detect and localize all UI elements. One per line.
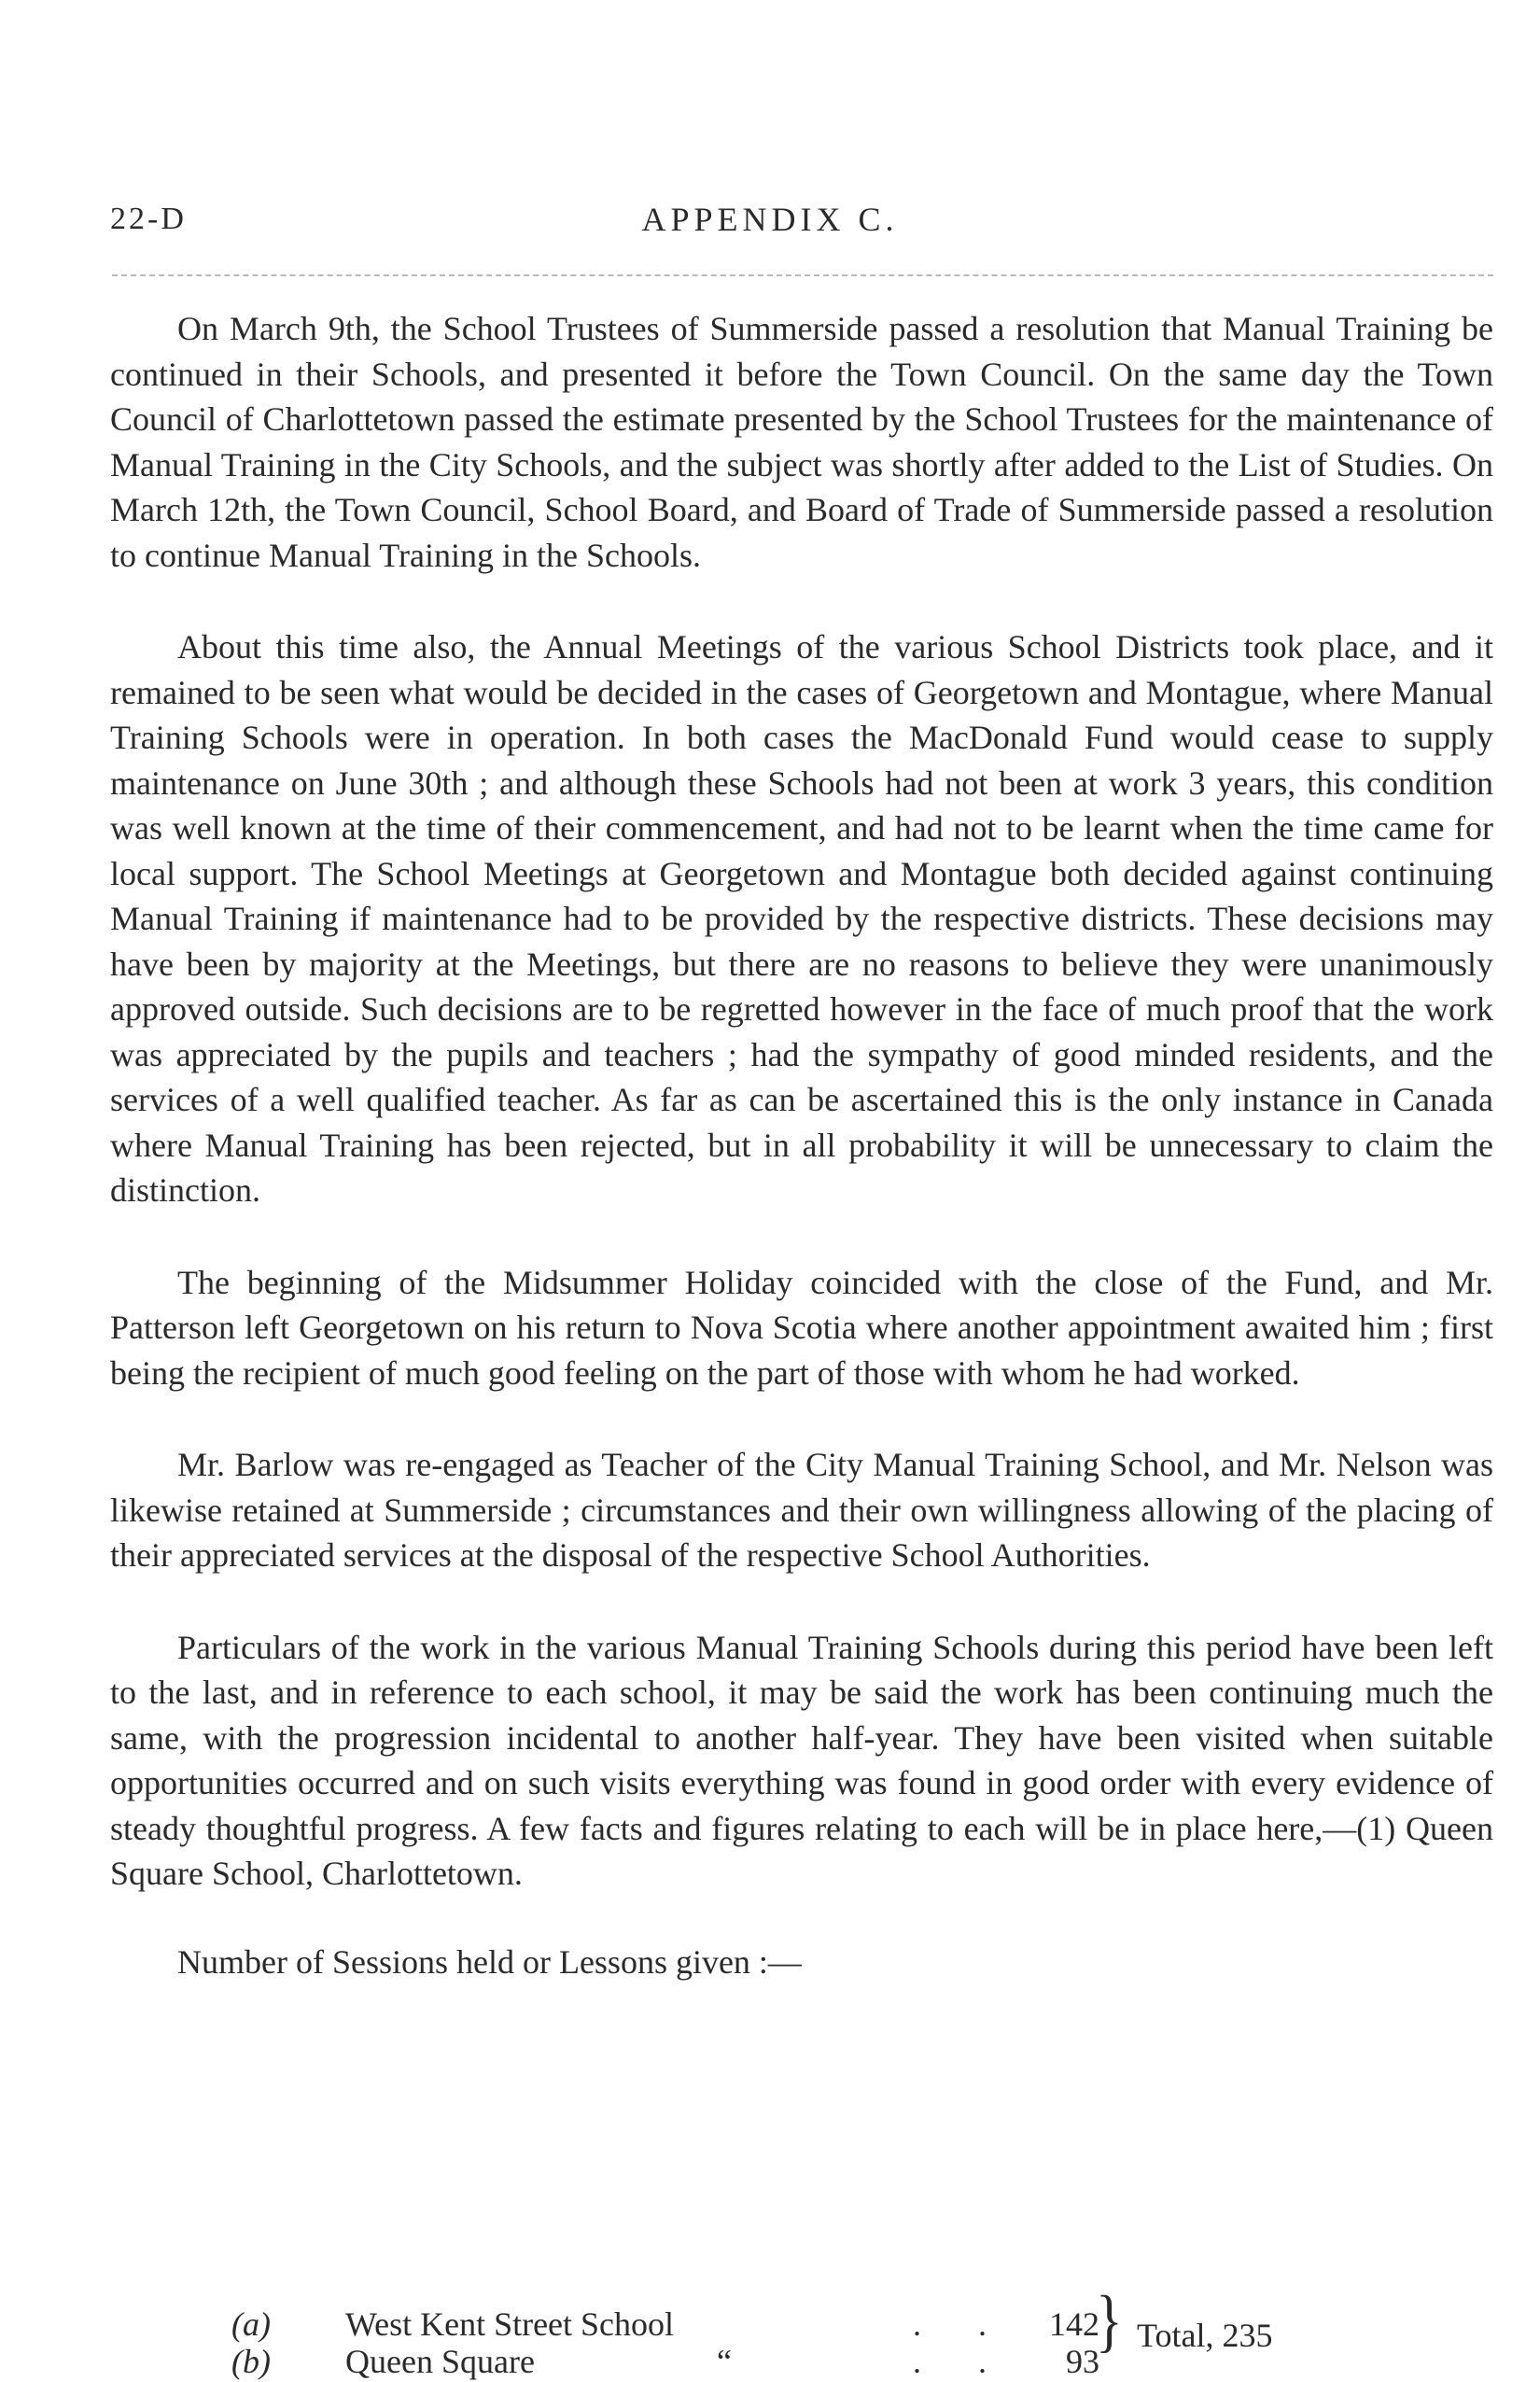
row-label: (b) xyxy=(231,2343,271,2380)
leader-dots: . . xyxy=(913,2305,1011,2343)
page-number: 22-D xyxy=(110,202,187,236)
header-rule xyxy=(112,274,1493,276)
sessions-total: Total, 235 xyxy=(1137,2317,1273,2354)
ditto-mark: “ xyxy=(717,2343,732,2380)
paragraph-teachers-retained: Mr. Barlow was re-engaged as Teacher of the City Manual Training School, and Mr. Nelson was likewise retained at Summerside ; circumstances and their own willingness allowing of the placing of their appreciated services at the disposal of the respective School Authorities. xyxy=(110,1446,1493,1574)
school-name: Queen Square xyxy=(345,2343,535,2380)
school-name: West Kent Street School xyxy=(345,2305,675,2343)
leader-dots: . . xyxy=(913,2343,1011,2380)
paragraph-summerside-resolution: On March 9th, the School Trustees of Summerside passed a resolution that Manual Training be continued in their Schools, and presented it before the Town Council. On the same day the Town Council of Charlottetown passed the estimate presented by the School Trustees for the maintenance of Manual Training in the City Schools, and the subject was shortly after added to the List of Studies. On March 12th, the Town Council, School Board, and Board of Trade of Summerside passed a resolution to continue Manual Training in the Schools. xyxy=(110,310,1493,574)
paragraph-midsummer-holiday: The beginning of the Midsummer Holiday coincided with the close of the Fund, and Mr. Patterson left Georgetown on his return to Nova Scotia where another appointment awaited him ; first being the recipient of much good feeling on the part of those with whom he had worked. xyxy=(110,1263,1493,1392)
body-text xyxy=(110,306,1493,2031)
paragraph-particulars: Particulars of the work in the various Manual Training Schools during this period have been left to the last, and in reference to each school, it may be said the work has been continuing much the same, with the progression incidental to another half-year. They have been visited when suitable opportunities occurred and on such visits everything was found in good order with every evidence of steady thoughtful progress. A few facts and figures relating to each will be in place here,—(1) Queen Square School, Charlottetown. xyxy=(110,1628,1493,1892)
session-count: 142 xyxy=(1049,2305,1099,2343)
paragraph-annual-meetings: About this time also, the Annual Meetings of the various School Districts took place, and it remained to be seen what would be decided in the cases of Georgetown and Montague, where Manual Training Schools were in operation. In both cases the MacDonald Fund would cease to supply maintenance on June 30th ; and although these Schools had not been at work 3 years, this condition was well known at the time of their commencement, and had not to be learnt when the time came for local support. The School Meetings at Georgetown and Montague both decided against continuing Manual Training if maintenance had to be provided by the respective districts. These decisions may have been by majority at the Meetings, but there are no reasons to believe they were unanimously approved outside. Such decisions are to be regretted however in the face of much proof that the work was appreciated by the pupils and teachers ; had the sympathy of good minded residents, and the services of a well qualified teacher. As far as can be ascertained this is the only instance in Canada where Manual Training has been rejected, but in all probability it will be unnecessary to claim the distinction. xyxy=(110,628,1493,1209)
right-brace: } xyxy=(1096,2281,1123,2360)
sessions-heading: Number of Sessions held or Lessons given :— xyxy=(177,1942,802,1981)
row-label: (a) xyxy=(231,2305,271,2343)
session-count: 93 xyxy=(1066,2343,1099,2380)
running-title: APPENDIX C. xyxy=(641,201,899,238)
